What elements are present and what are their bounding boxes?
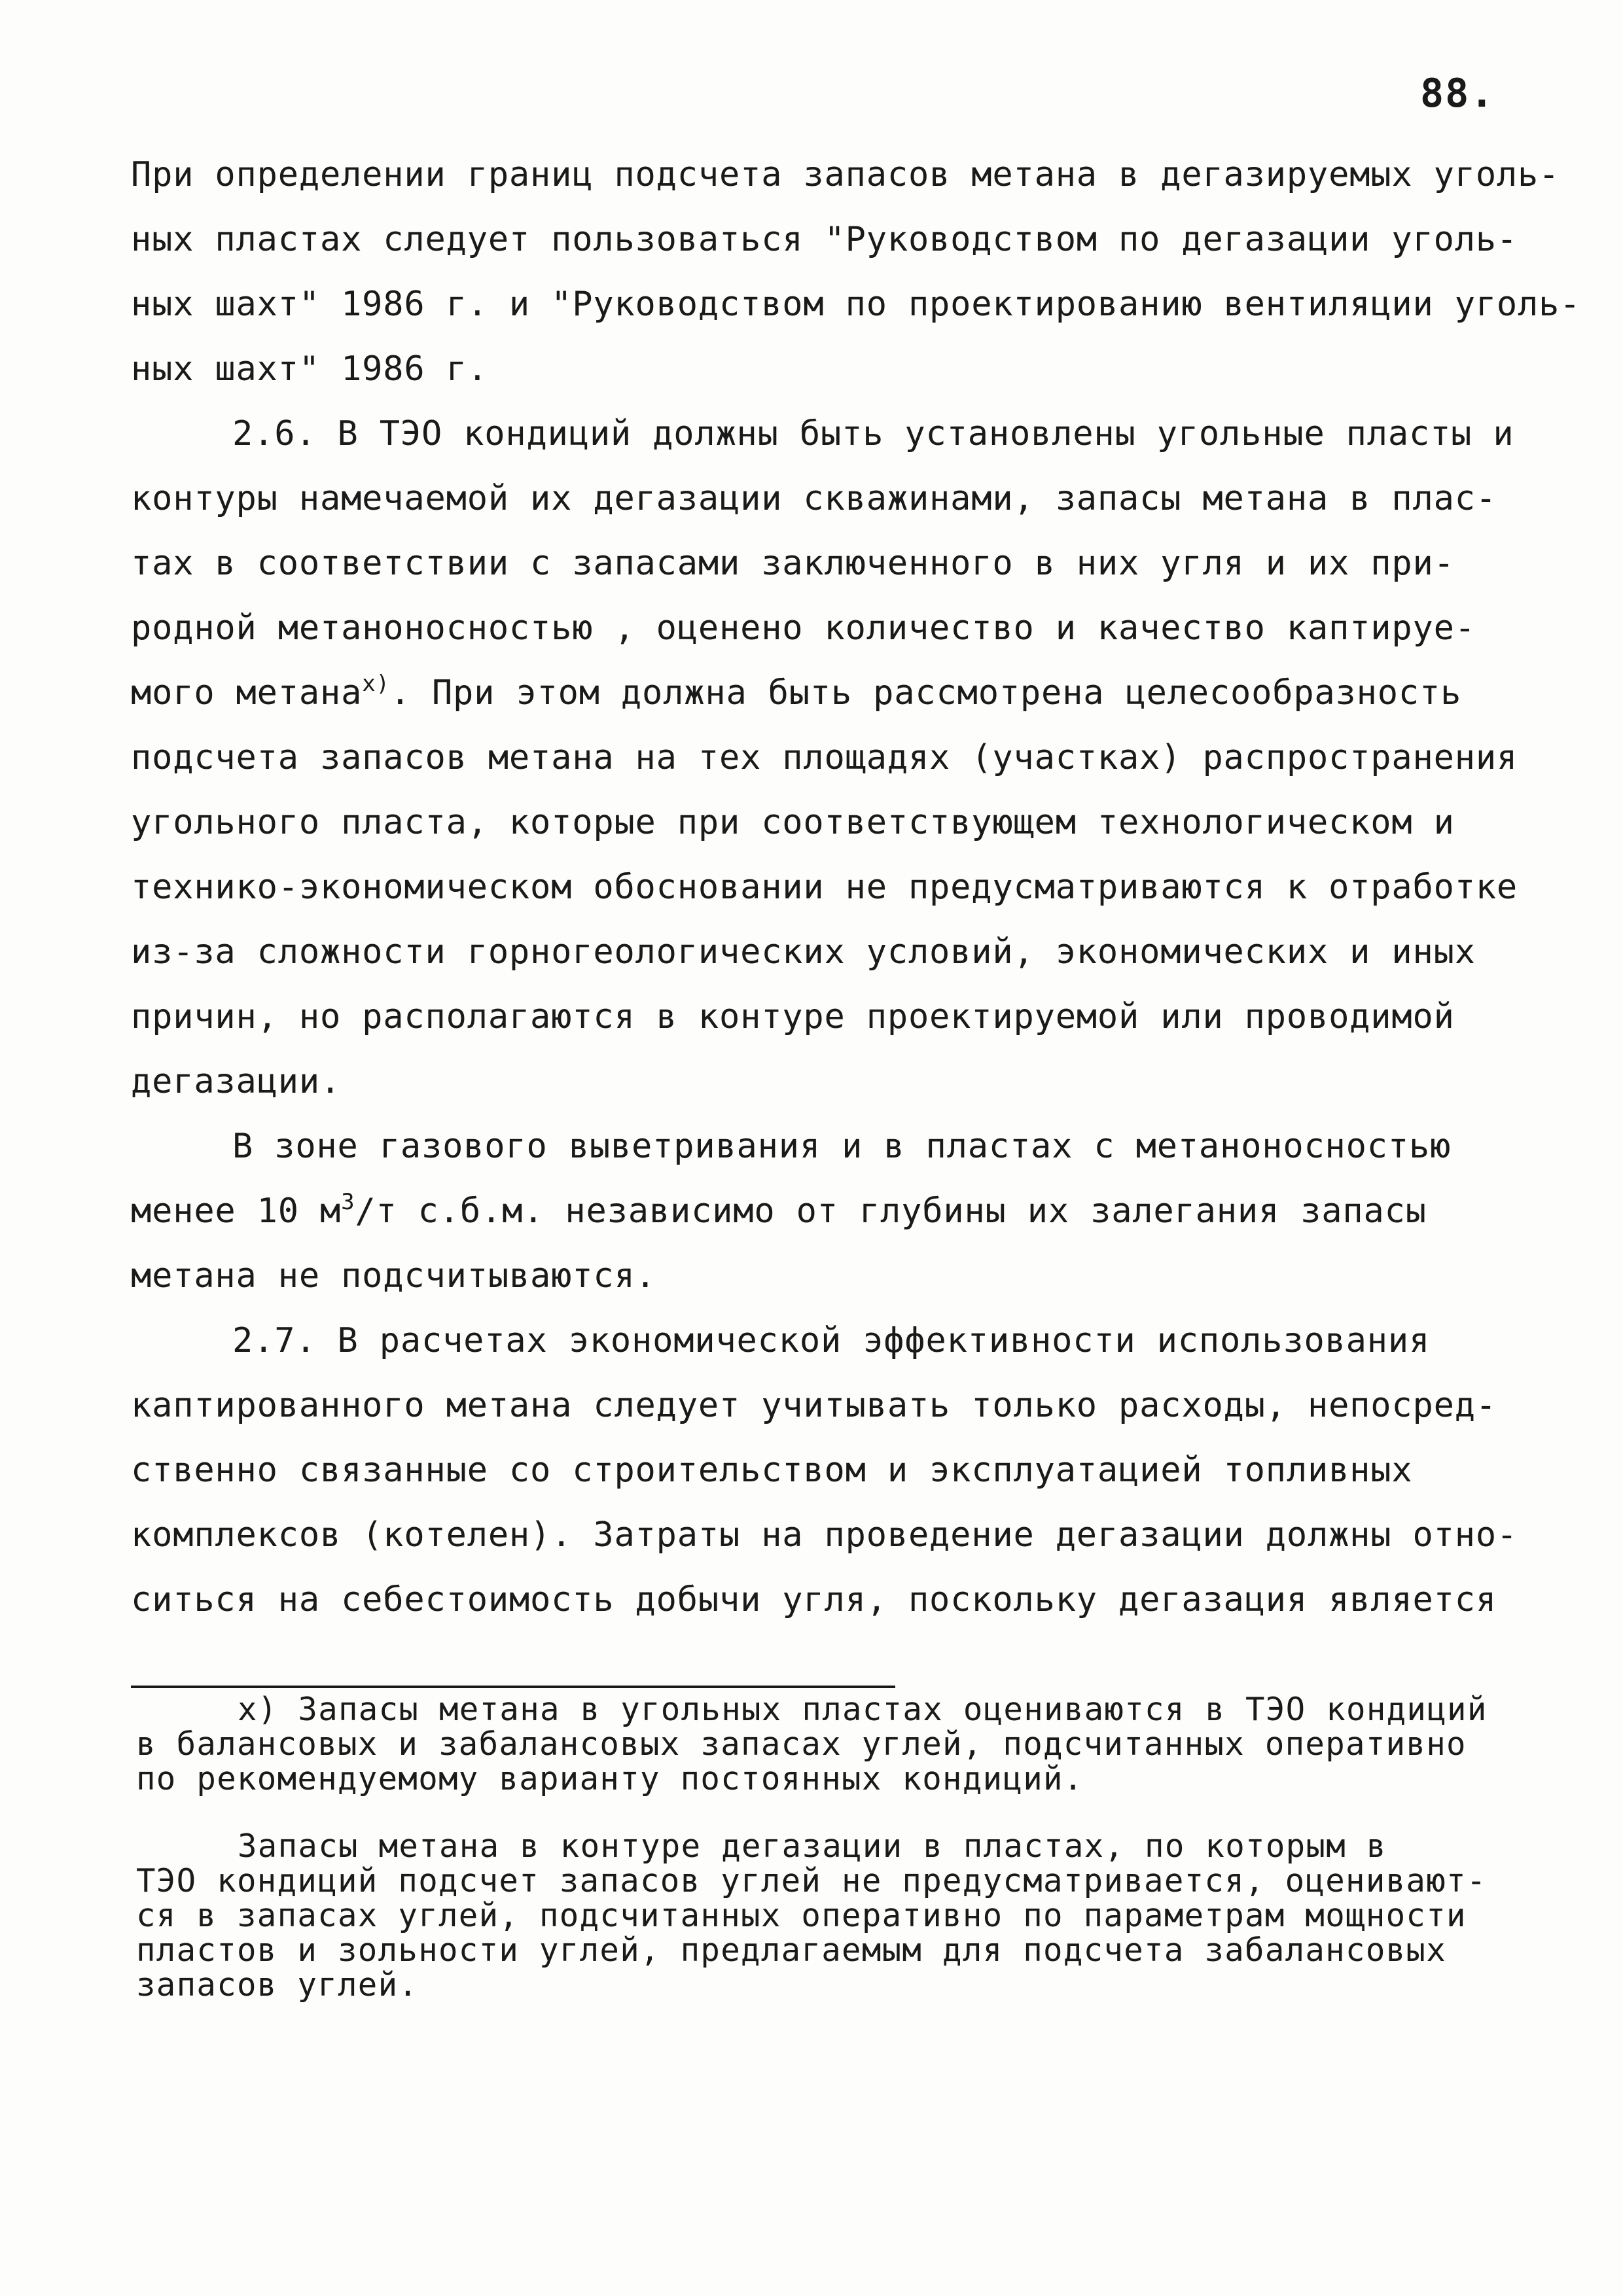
text-line: тах в соответствии с запасами заключенного в них угля и их при- bbox=[131, 544, 1455, 583]
text-line: метана не подсчитываются. bbox=[131, 1256, 656, 1296]
footnote-line: Запасы метана в контуре дегазации в пластах, по которым в bbox=[238, 1828, 1387, 1865]
text-line: ных шахт" 1986 г. bbox=[131, 349, 488, 389]
footnote-line: ТЭО кондиций подсчет запасов углей не предусматривается, оценивают- bbox=[136, 1862, 1487, 1899]
footnote-line: запасов углей. bbox=[136, 1966, 419, 2004]
footnote-line: по рекомендуемому варианту постоянных кондиций. bbox=[136, 1760, 1084, 1797]
paragraph-methane-boundaries bbox=[131, 143, 1581, 402]
text-line: комплексов (котелен). Затраты на проведение дегазации должны отно- bbox=[131, 1515, 1518, 1555]
footnote-line: в балансовых и забалансовых запасах углей, подсчитанных оперативно bbox=[136, 1725, 1467, 1763]
text-line: ственно связанные со строительством и эксплуатацией топливных bbox=[131, 1451, 1413, 1490]
text-line: технико-экономическом обосновании не предусматриваются к отработке bbox=[131, 868, 1518, 907]
footnote-x bbox=[136, 1692, 1563, 1796]
text-line: ных шахт" 1986 г. и "Руководством по проектированию вентиляции уголь- bbox=[131, 285, 1581, 324]
main-text bbox=[131, 143, 1581, 1633]
paragraph-section-2-7 bbox=[131, 1309, 1558, 1633]
text-line: контуры намечаемой их дегазации скважинами, запасы метана в плас- bbox=[131, 479, 1497, 518]
text-line bbox=[131, 1179, 1558, 1244]
footnote-line: пластов и зольности углей, предлагаемым для подсчета забалансовых bbox=[136, 1932, 1447, 1969]
paragraph-section-2-6 bbox=[131, 402, 1558, 1114]
text-fragment: /т с.б.м. независимо от глубины их залегания запасы bbox=[355, 1192, 1427, 1231]
text-fragment: мого метана bbox=[131, 673, 363, 713]
text-line: причин, но располагаются в контуре проектируемой или проводимой bbox=[131, 997, 1455, 1036]
text-line: ных пластах следует пользоваться "Руководством по дегазации уголь- bbox=[131, 220, 1518, 259]
footnote-divider bbox=[131, 1686, 895, 1688]
text-line: 2.6. В ТЭО кондиций должны быть установлены угольные пласты и bbox=[232, 414, 1514, 453]
text-line: подсчета запасов метана на тех площадях (участках) распространения bbox=[131, 738, 1518, 777]
page-number: 88. bbox=[1420, 71, 1495, 116]
superscript: 3 bbox=[341, 1189, 355, 1215]
paragraph-weathering-zone bbox=[131, 1114, 1558, 1309]
text-line: При определении границ подсчета запасов метана в дегазируемых уголь- bbox=[131, 155, 1560, 194]
footnote-line: х) Запасы метана в угольных пластах оцениваются в ТЭО кондиций bbox=[238, 1691, 1488, 1728]
footnote-continuation bbox=[136, 1829, 1563, 2002]
footnotes bbox=[136, 1692, 1563, 2002]
text-line: родной метаноносностью , оценено количество и качество каптируе- bbox=[131, 609, 1476, 648]
text-line: дегазации. bbox=[131, 1062, 342, 1101]
text-line: В зоне газового выветривания и в пластах с метаноносностью bbox=[232, 1127, 1452, 1166]
text-line bbox=[131, 661, 1558, 726]
text-line: 2.7. В расчетах экономической эффективности использования bbox=[232, 1321, 1431, 1360]
footnote-line: ся в запасах углей, подсчитанных оперативно по параметрам мощности bbox=[136, 1897, 1467, 1934]
text-line: каптированного метана следует учитывать только расходы, непосред- bbox=[131, 1386, 1497, 1425]
text-line: угольного пласта, которые при соответствующем технологическом и bbox=[131, 803, 1455, 842]
text-line: ситься на себестоимость добычи угля, поскольку дегазация является bbox=[131, 1580, 1497, 1619]
footnote-marker: х) bbox=[362, 671, 390, 697]
text-line: из-за сложности горногеологических условий, экономических и иных bbox=[131, 932, 1476, 972]
text-fragment: . При этом должна быть рассмотрена целесообразность bbox=[389, 673, 1462, 713]
text-fragment: менее 10 м bbox=[131, 1192, 342, 1231]
